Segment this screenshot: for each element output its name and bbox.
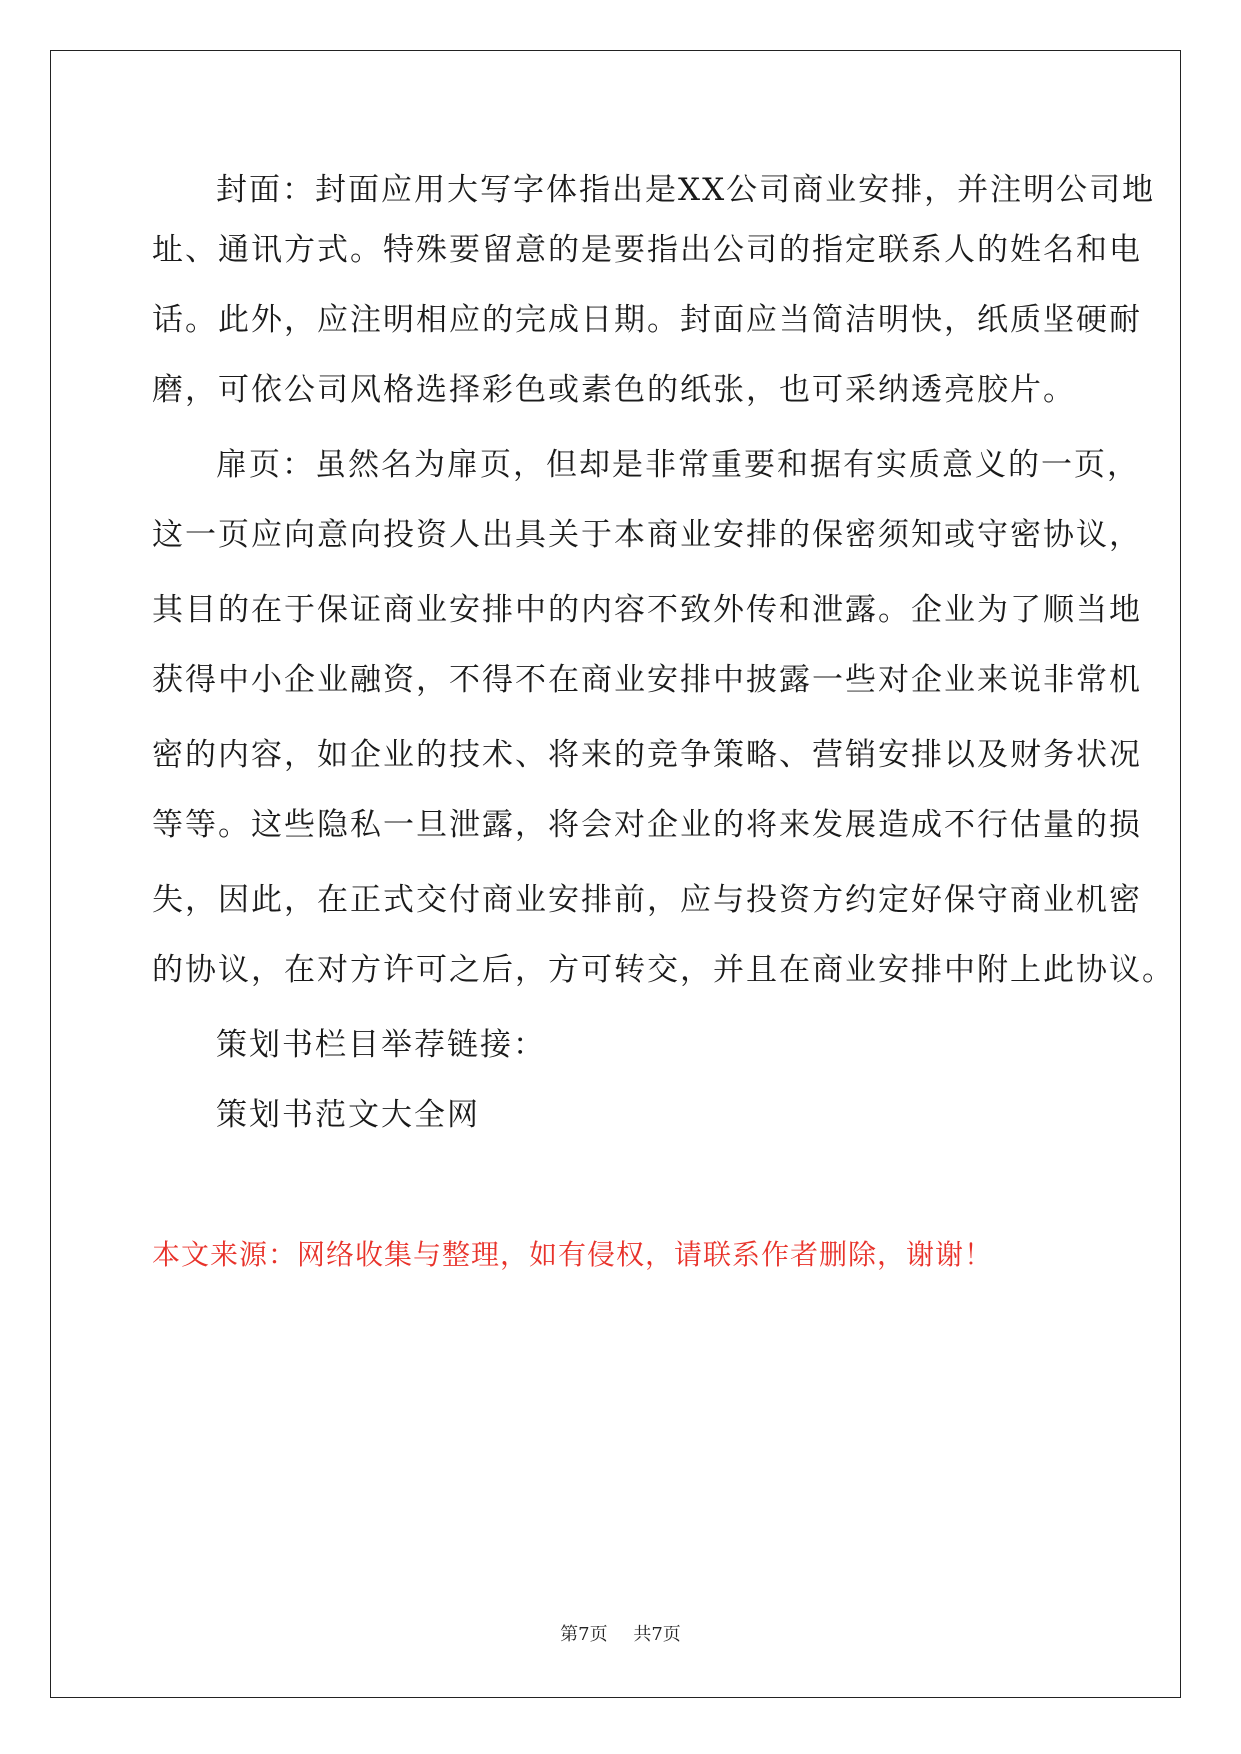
page-footer [0,1620,1241,1646]
flyleaf-line-6: 等等。这些隐私一旦泄露，将会对企业的将来发展造成不行估量的损 [152,807,1142,843]
flyleaf-line-3: 其目的在于保证商业安排中的内容不致外传和泄露。企业为了顺当地 [152,592,1142,628]
page-current: 第7页 [560,1624,608,1645]
flyleaf-line-8: 的协议，在对方许可之后，方可转交，并且在商业安排中附上此协议。 [152,952,1175,988]
flyleaf-line-4: 获得中小企业融资，不得不在商业安排中披露一些对企业来说非常机 [152,662,1142,698]
flyleaf-line-2: 这一页应向意向投资人出具关于本商业安排的保密须知或守密协议， [152,517,1142,553]
recommend-label: 策划书栏目举荐链接： [216,1027,546,1063]
cover-line-3: 话。此外，应注明相应的完成日期。封面应当简洁明快，纸质坚硬耐 [152,302,1142,338]
cover-line-4: 磨，可依公司风格选择彩色或素色的纸张，也可采纳透亮胶片。 [152,372,1076,408]
cover-line-1: 封面：封面应用大写字体指出是XX公司商业安排，并注明公司地 [216,172,1156,208]
flyleaf-line-1: 扉页：虽然名为扉页，但却是非常重要和据有实质意义的一页， [216,447,1140,483]
flyleaf-line-5: 密的内容，如企业的技术、将来的竞争策略、营销安排以及财务状况 [152,737,1142,773]
page-border [50,50,1181,1698]
cover-line-2: 址、通讯方式。特殊要留意的是要指出公司的指定联系人的姓名和电 [152,232,1142,268]
source-notice: 本文来源：网络收集与整理，如有侵权，请联系作者删除，谢谢！ [152,1238,994,1271]
recommend-link[interactable]: 策划书范文大全网 [216,1097,480,1133]
flyleaf-line-7: 失，因此，在正式交付商业安排前，应与投资方约定好保守商业机密 [152,882,1142,918]
page-total: 共7页 [633,1624,681,1645]
